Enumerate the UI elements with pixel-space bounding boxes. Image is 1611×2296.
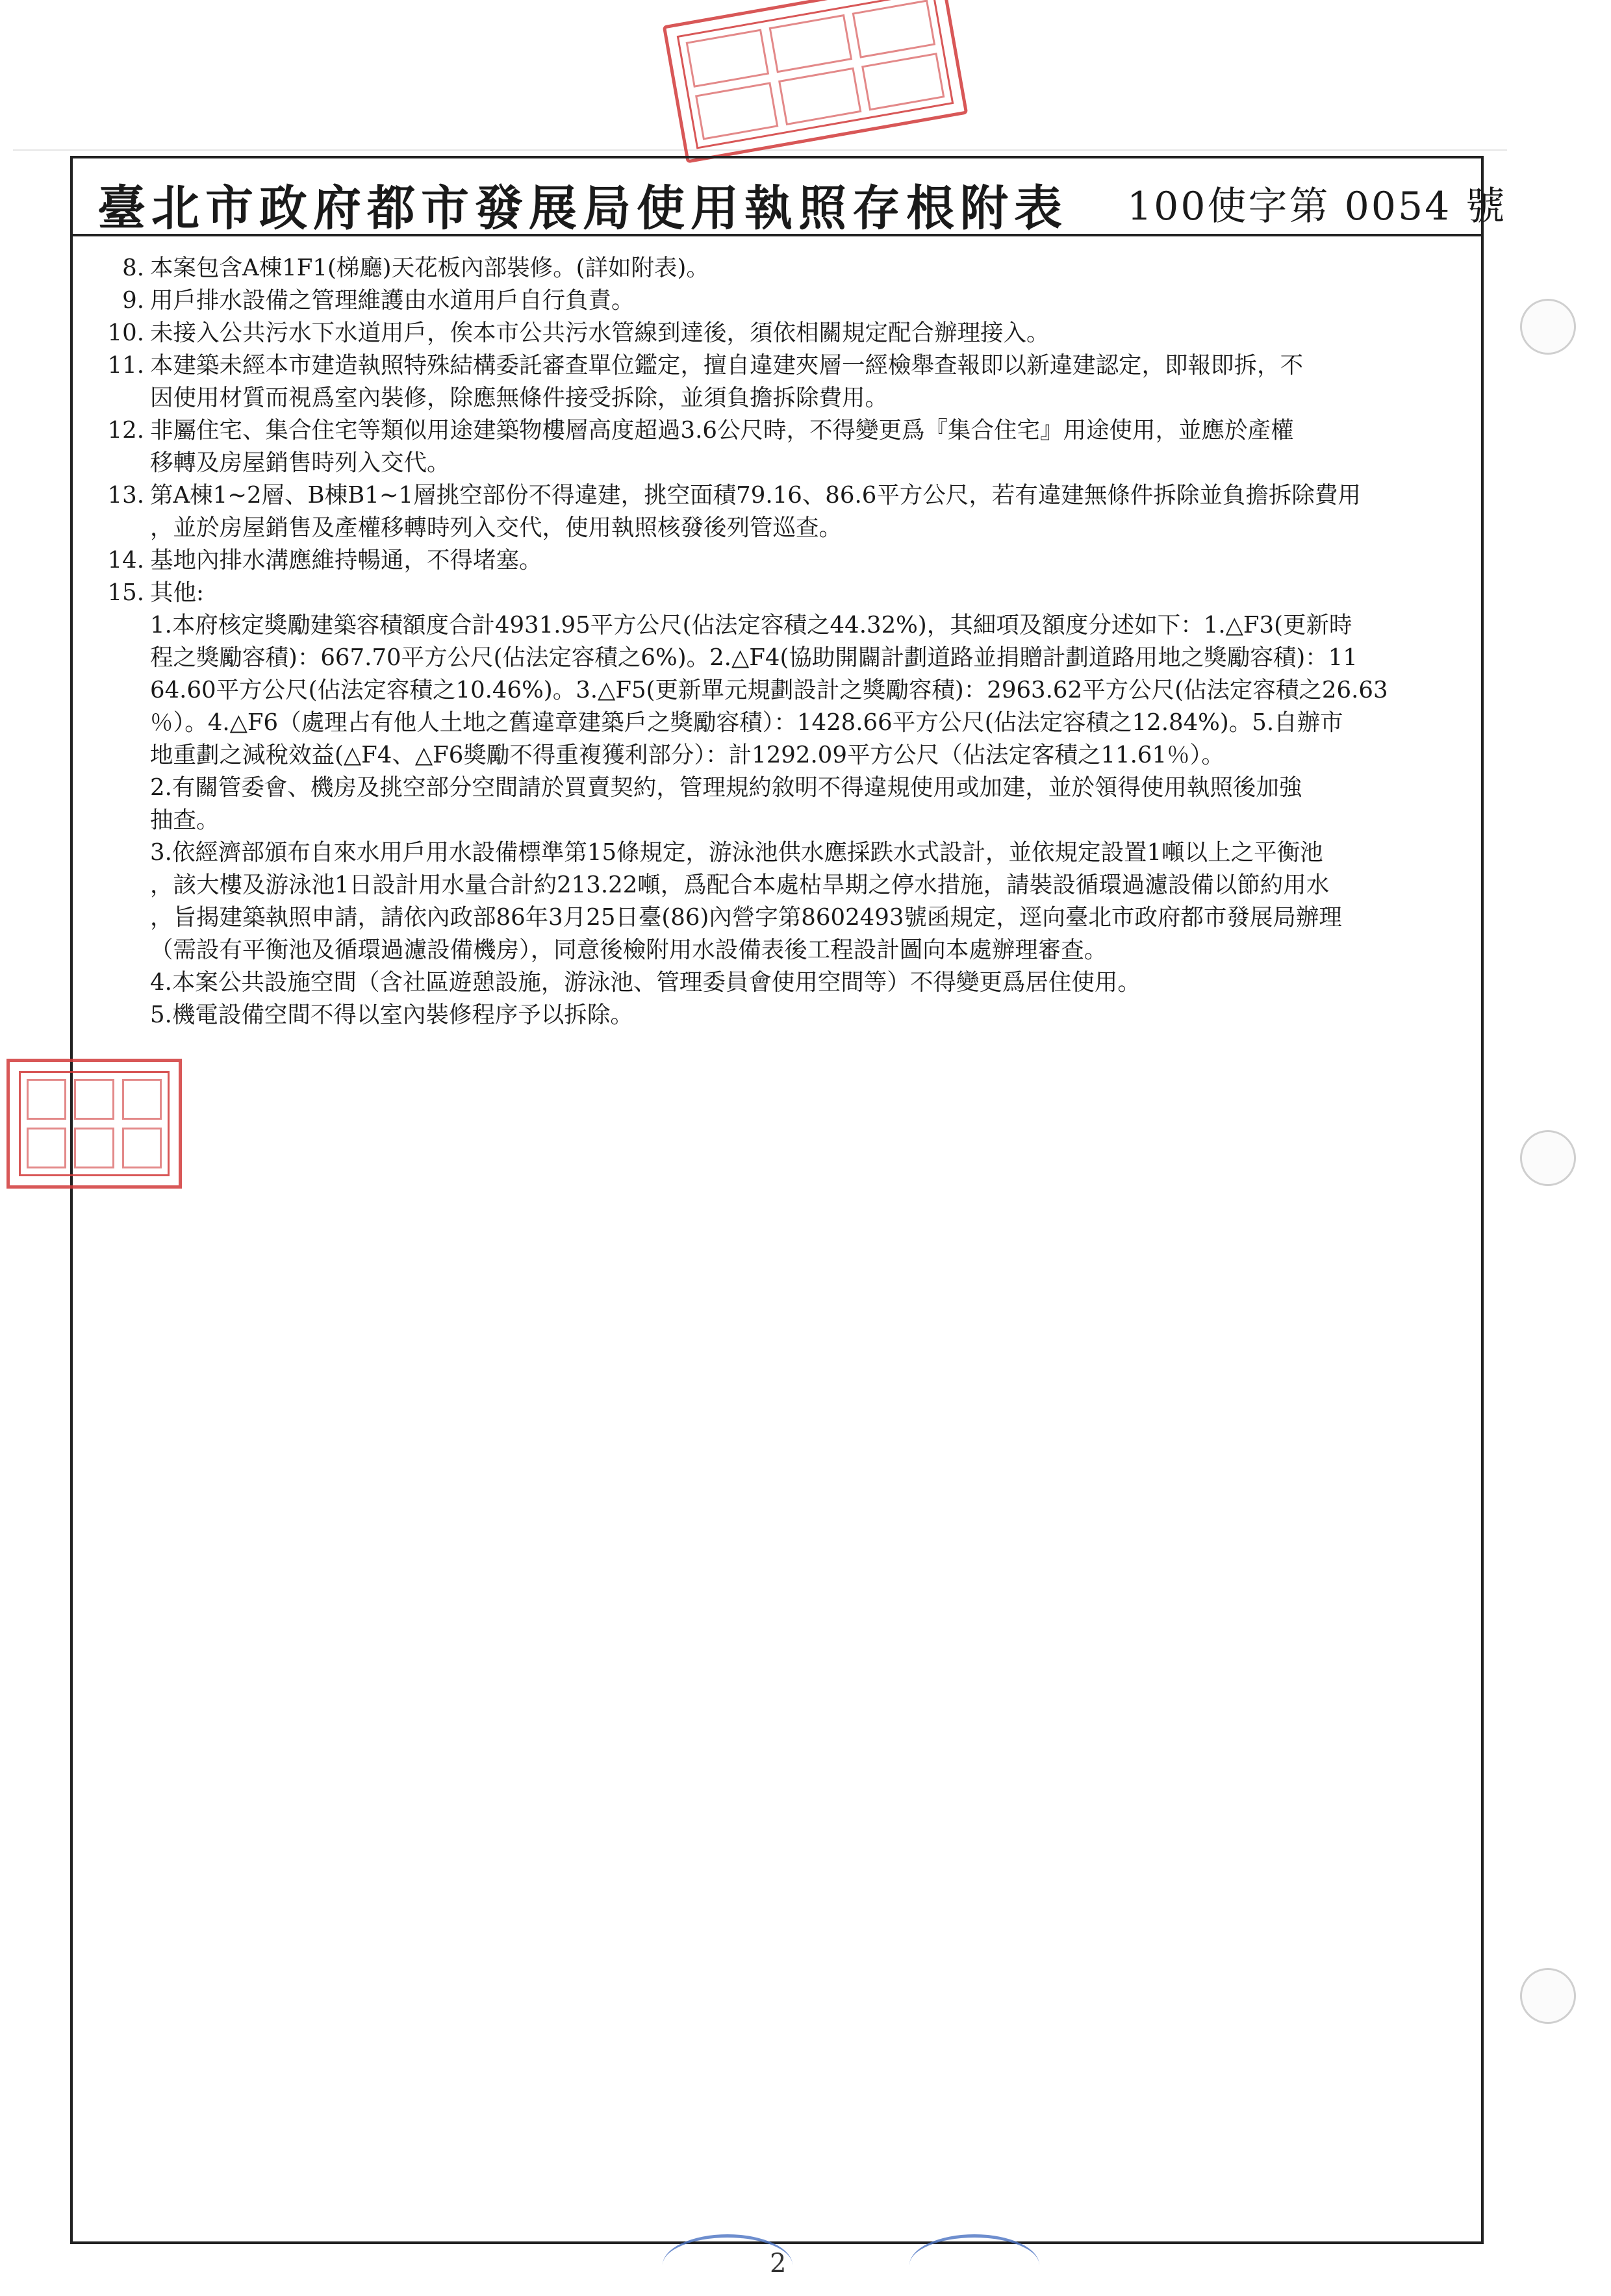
- others-line: 4.本案公共設施空間（含社區遊憩設施，游泳池、管理委員會使用空間等）不得變更爲居住使用。: [150, 969, 1141, 996]
- list-item-14: 14. 基地內排水溝應維持暢通，不得堵塞。: [107, 547, 542, 574]
- others-line: ，該大樓及游泳池1日設計用水量合計約213.22噸，爲配合本處枯旱期之停水措施，請裝設循環過濾設備以節約用水: [150, 872, 1330, 898]
- red-seal-stamp-left: [6, 1059, 182, 1189]
- list-item-15: 15. 其他:: [107, 579, 204, 606]
- others-line: （需設有平衡池及循環過濾設備機房），同意後檢附用水設備表後工程設計圖向本處辦理審查。: [150, 937, 1108, 963]
- list-item-12-cont: 移轉及房屋銷售時列入交代。: [150, 449, 450, 476]
- list-item-8: 8. 本案包含A棟1F1(梯廳)天花板內部裝修。(詳如附表)。: [122, 255, 709, 281]
- document-body: [104, 252, 1501, 1031]
- permit-number: 100使字第 0054 號: [1127, 184, 1507, 229]
- list-item-9: 9. 用戶排水設備之管理維護由水道用戶自行負責。: [122, 287, 635, 314]
- binder-hole-icon: [1520, 1968, 1576, 2024]
- blue-seal-partial: [909, 2234, 1039, 2296]
- others-line: 1.本府核定獎勵建築容積額度合計4931.95平方公尺(佔法定容積之44.32%)，其細項及額度分述如下：1.△F3(更新時: [150, 612, 1352, 638]
- list-item-13: 13. 第A棟1~2層、B棟B1~1層挑空部份不得違建，挑空面積79.16、86.6平方公尺，若有違建無條件拆除並負擔拆除費用: [107, 482, 1361, 509]
- page-title: 臺北市政府都市發展局使用執照存根附表: [97, 181, 1068, 236]
- page-number: 2: [770, 2249, 787, 2278]
- others-line: ％）。4.△F6（處理占有他人土地之舊違章建築戶之獎勵容積）：1428.66平方公尺(佔法定容積之12.84%)。5.自辦市: [150, 709, 1343, 736]
- binder-hole-icon: [1520, 299, 1576, 355]
- others-line: 地重劃之減稅效益(△F4、△F6獎勵不得重複獲利部分）：計1292.09平方公尺（佔法定客積之11.61％）。: [150, 742, 1224, 768]
- others-line: 抽查。: [150, 807, 220, 833]
- list-item-11-cont: 因使用材質而視爲室內裝修，除應無條件接受拆除，並須負擔拆除費用。: [150, 385, 889, 411]
- others-line: 64.60平方公尺(佔法定容積之10.46%)。3.△F5(更新單元規劃設計之獎勵容積)：2963.62平方公尺(佔法定容積之26.63: [150, 677, 1388, 703]
- list-item-11: 11. 本建築未經本市建造執照特殊結構委託審查單位鑑定，擅自違建夾層一經檢舉查報即以新違建認定，即報即拆，不: [107, 352, 1304, 379]
- others-line: ，旨揭建築執照申請，請依內政部86年3月25日臺(86)內營字第8602493號函規定，逕向臺北市政府都市發展局辦理: [150, 904, 1342, 931]
- binder-hole-icon: [1520, 1130, 1576, 1186]
- list-item-12: 12. 非屬住宅、集合住宅等類似用途建築物樓層高度超過3.6公尺時，不得變更爲『集合住宅』用途使用，並應於產權: [107, 417, 1294, 444]
- others-line: 3.依經濟部頒布自來水用戶用水設備標準第15條規定，游泳池供水應採跌水式設計，並依規定設置1噸以上之平衡池: [150, 839, 1323, 866]
- list-item-10: 10. 未接入公共污水下水道用戶，俟本市公共污水管線到達後，須依相關規定配合辦理接入。: [107, 320, 1050, 346]
- others-line: 2.有關管委會、機房及挑空部分空間請於買賣契約，管理規約敘明不得違規使用或加建，並於領得使用執照後加強: [150, 774, 1302, 801]
- others-line: 程之獎勵容積)：667.70平方公尺(佔法定容積之6%)。2.△F4(協助開闢計劃道路並捐贈計劃道路用地之獎勵容積)：11: [150, 644, 1358, 671]
- others-line: 5.機電設備空間不得以室內裝修程序予以拆除。: [150, 1002, 633, 1028]
- red-seal-stamp-top: [663, 0, 969, 164]
- list-item-13-cont: ，並於房屋銷售及產權移轉時列入交代，使用執照核發後列管巡查。: [150, 514, 843, 541]
